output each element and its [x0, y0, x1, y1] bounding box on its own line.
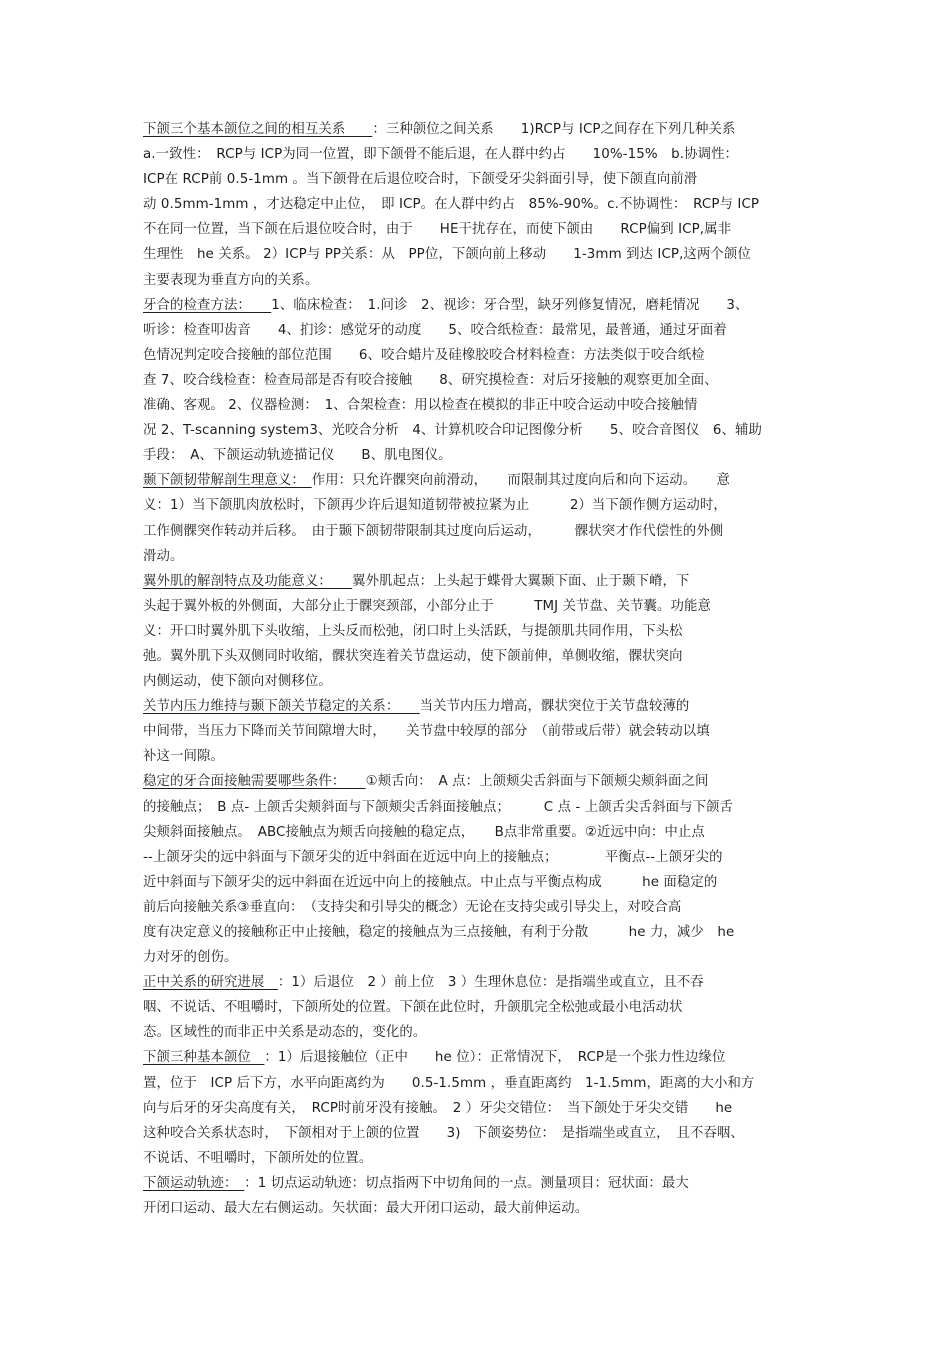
paragraph — [143, 293, 813, 469]
paragraph — [143, 1045, 813, 1170]
text-line — [143, 619, 813, 644]
line-text: ：1）后退位 2 ）前上位 3 ）生理休息位：是指端坐或直立，且不吞 — [277, 975, 704, 991]
line-text: 态。区域性的而非正中关系是动态的，变化的。 — [143, 1025, 427, 1041]
text-line — [143, 920, 813, 945]
text-line — [143, 468, 813, 493]
section-heading: 正中关系的研究进展 — [143, 975, 278, 991]
document-body — [143, 117, 813, 1221]
text-line — [143, 669, 813, 694]
line-text: 这种咬合关系状态时， 下颌相对于上颌的位置 3) 下颌姿势位： 是指端坐或直立， 且不吞咽、 — [143, 1125, 744, 1141]
line-text: 置，位于 ICP 后下方，水平向距离约为 0.5-1.5mm ，垂直距离约 1-1.5mm，距离的大小和方 — [143, 1075, 755, 1091]
text-line — [143, 820, 813, 845]
text-line — [143, 644, 813, 669]
text-line — [143, 493, 813, 518]
section-heading: 颞下颌韧带解剖生理意义： — [143, 473, 312, 489]
text-line — [143, 744, 813, 769]
text-line — [143, 544, 813, 569]
text-line — [143, 217, 813, 242]
text-line — [143, 845, 813, 870]
text-line — [143, 519, 813, 544]
text-line — [143, 1146, 813, 1171]
line-text: 义：1）当下颌肌肉放松时，下颌再少许后退知道韧带被拉紧为止 2）当下颌作侧方运动时， — [143, 498, 727, 514]
line-text: 力对牙的创伤。 — [143, 950, 238, 966]
text-line — [143, 268, 813, 293]
text-line — [143, 594, 813, 619]
text-line — [143, 970, 813, 995]
line-text: 准确、客观。 2、仪器检测： 1、合架检查：用以检查在模拟的非正中咬合运动中咬合接触情 — [143, 398, 698, 414]
line-text: 度有决定意义的接触称正中止接触，稳定的接触点为三点接触，有利于分散 he 力，减少 he — [143, 925, 735, 940]
section-heading: 下颌三种基本颌位 — [143, 1050, 265, 1066]
line-text: 弛。翼外肌下头双侧同时收缩，髁状突连着关节盘运动，使下颌前伸，单侧收缩，髁状突向 — [143, 648, 683, 664]
paragraph — [143, 769, 813, 970]
line-text: 作用：只允许髁突向前滑动， 而限制其过度向后和向下运动。 意 — [311, 473, 730, 489]
line-text: 内侧运动，使下颌向对侧移位。 — [143, 674, 332, 690]
text-line — [143, 1171, 813, 1196]
line-text: 咽、不说话、不咀嚼时，下颌所处的位置。下颌在此位时，升颌肌完全松弛或最小电活动状 — [143, 1000, 683, 1016]
text-line — [143, 945, 813, 970]
line-text: ：1 切点运动轨迹：切点指两下中切角间的一点。测量项目：冠状面：最大 — [244, 1175, 689, 1191]
section-heading: 下颌三个基本颌位之间的相互关系 — [143, 122, 373, 137]
line-text: 滑动。 — [143, 548, 184, 564]
line-text: ：1）后退接触位（正中 he 位）：正常情况下， RCP是一个张力性边缘位 — [264, 1050, 726, 1066]
text-line — [143, 393, 813, 418]
line-text: 向与后牙的牙尖高度有关， RCP时前牙没有接触。 2 ）牙尖交错位： 当下颌处于牙尖交错 he — [143, 1100, 733, 1116]
line-text: 的接触点； B 点- 上颌舌尖颊斜面与下颌颊尖舌斜面接触点； C 点 - 上颌舌尖舌斜面与下颌舌 — [143, 799, 734, 815]
line-text: 不在同一位置，当下颌在后退位咬合时，由于 HE干扰存在，而使下颌由 RCP偏到 ICP,属非 — [143, 222, 732, 238]
line-text: 前后向接触关系③垂直向： （支持尖和引导尖的概念）无论在支持尖或引导尖上，对咬合高 — [143, 899, 682, 915]
section-heading: 下颌运动轨迹： — [143, 1175, 245, 1191]
line-text: --上颌牙尖的远中斜面与下颌牙尖的近中斜面在近远中向上的接触点； 平衡点--上颌牙尖的 — [143, 849, 723, 865]
text-line — [143, 769, 813, 794]
text-line — [143, 1020, 813, 1045]
line-text: a.一致性： RCP与 ICP为同一位置，即下颌骨不能后退，在人群中约占 10%-15% b.协调性： — [143, 147, 739, 163]
text-line — [143, 293, 813, 318]
text-line — [143, 569, 813, 594]
line-text: 不说话、不咀嚼时，下颌所处的位置。 — [143, 1150, 373, 1166]
text-line — [143, 418, 813, 443]
section-heading: 牙合的检查方法： — [143, 297, 272, 313]
line-text: 况 2、T-scanning system3、光咬合分析 4、计算机咬合印记图像分析 5、咬合音图仪 6、辅助 — [143, 423, 763, 439]
line-text: 头起于翼外板的外侧面，大部分止于髁突颈部，小部分止于 TMJ 关节盘、关节囊。功能意 — [143, 598, 711, 614]
line-text: 生理性 he 关系。 2）ICP与 PP关系：从 PP位，下颌向前上移动 1-3mm 到达 ICP,这两个颌位 — [143, 247, 751, 263]
text-line — [143, 242, 813, 267]
line-text: 义：开口时翼外肌下头收缩，上头反而松弛，闭口时上头活跃，与提颌肌共同作用，下头松 — [143, 623, 683, 639]
text-line — [143, 117, 813, 142]
text-line — [143, 1196, 813, 1221]
paragraph — [143, 117, 813, 293]
section-heading: 稳定的牙合面接触需要哪些条件： — [143, 774, 366, 790]
text-line — [143, 142, 813, 167]
line-text: ICP在 RCP前 0.5-1mm 。当下颌骨在后退位咬合时，下颌受牙尖斜面引导，使下颌直向前滑 — [143, 172, 698, 188]
text-line — [143, 1045, 813, 1070]
text-line — [143, 1121, 813, 1146]
text-line — [143, 443, 813, 468]
line-text: 主要表现为垂直方向的关系。 — [143, 272, 319, 288]
text-line — [143, 167, 813, 192]
text-line — [143, 895, 813, 920]
line-text: 色情况判定咬合接触的部位范围 6、咬合蜡片及硅橡胶咬合材料检查：方法类似于咬合纸检 — [143, 347, 705, 363]
line-text: 中间带，当压力下降而关节间隙增大时， 关节盘中较厚的部分 （前带或后带）就会转动以填 — [143, 724, 710, 740]
paragraph — [143, 970, 813, 1045]
text-line — [143, 368, 813, 393]
text-line — [143, 995, 813, 1020]
section-heading: 关节内压力维持与颞下颌关节稳定的关系： — [143, 699, 420, 715]
line-text: 手段： A、下颌运动轨迹描记仪 B、肌电图仪。 — [143, 448, 452, 464]
text-line — [143, 1096, 813, 1121]
line-text: ①颊舌向： A 点：上颌颊尖舌斜面与下颌颊尖颊斜面之间 — [365, 774, 709, 790]
text-line — [143, 192, 813, 217]
line-text: 尖颊斜面接触点。 ABC接触点为颊舌向接触的稳定点， B点非常重要。②近远中向：中止点 — [143, 824, 705, 840]
line-text: 近中斜面与下颌牙尖的远中斜面在近远中向上的接触点。中止点与平衡点构成 he 面稳定的 — [143, 874, 718, 890]
line-text: 查 7、咬合线检查：检查局部是否有咬合接触 8、研究摸检查：对后牙接触的观察更加全面、 — [143, 372, 718, 388]
line-text: 工作侧髁突作转动并后移。 由于颞下颌韧带限制其过度向后运动， 髁状突才作代偿性的外侧 — [143, 523, 724, 539]
line-text: 听诊：检查叩齿音 4、扪诊：感觉牙的动度 5、咬合纸检查：最常见，最普通，通过牙面着 — [143, 322, 727, 338]
line-text: 开闭口运动、最大左右侧运动。矢状面：最大开闭口运动，最大前伸运动。 — [143, 1201, 589, 1217]
paragraph — [143, 1171, 813, 1221]
text-line — [143, 719, 813, 744]
paragraph — [143, 694, 813, 769]
text-line — [143, 1071, 813, 1096]
line-text: 当关节内压力增高，髁状突位于关节盘较薄的 — [419, 699, 690, 715]
text-line — [143, 343, 813, 368]
line-text: 1、临床检查： 1.问诊 2、视诊：牙合型，缺牙列修复情况，磨耗情况 3、 — [271, 297, 749, 313]
line-text: 翼外肌起点：上头起于蝶骨大翼颞下面、止于颞下嵴，下 — [352, 573, 690, 589]
line-text: ：三种颌位之间关系 1)RCP与 ICP之间存在下列几种关系 — [372, 122, 736, 137]
line-text: 动 0.5mm-1mm ，才达稳定中止位， 即 ICP。在人群中约占 85%-90%。c.不协调性： RCP与 ICP — [143, 197, 760, 213]
text-line — [143, 318, 813, 343]
section-heading: 翼外肌的解剖特点及功能意义： — [143, 573, 353, 589]
paragraph — [143, 569, 813, 694]
line-text: 补这一间隙。 — [143, 749, 224, 765]
text-line — [143, 795, 813, 820]
paragraph — [143, 468, 813, 568]
text-line — [143, 694, 813, 719]
text-line — [143, 870, 813, 895]
